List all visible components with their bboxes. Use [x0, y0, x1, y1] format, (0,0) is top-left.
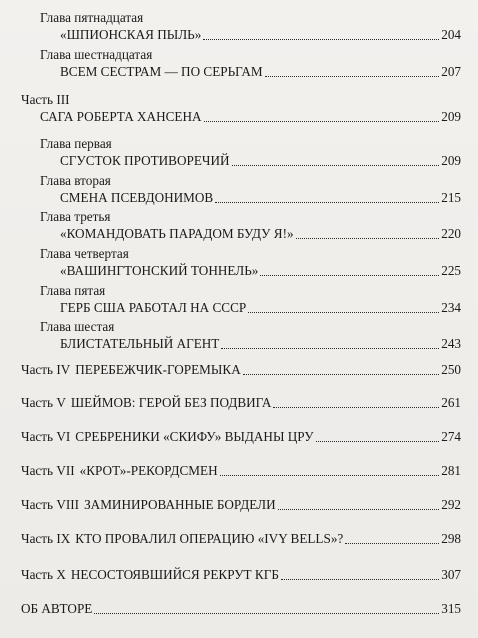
part-heading: Часть III: [21, 92, 70, 107]
chapter-heading: Глава шестая: [40, 319, 115, 334]
toc-title: СМЕНА ПСЕВДОНИМОВ: [60, 190, 214, 205]
toc-part-entry[interactable]: [0, 393, 478, 413]
dot-leader: [215, 202, 439, 203]
dot-leader: [204, 121, 440, 122]
page-number: 292: [441, 497, 461, 512]
page-number: 243: [441, 336, 461, 351]
toc-title: СГУСТОК ПРОТИВОРЕЧИЙ: [60, 153, 230, 168]
chapter-heading: Глава четвертая: [40, 246, 129, 261]
toc-title: «ВАШИНГТОНСКИЙ ТОННЕЛЬ»: [60, 263, 259, 278]
toc-part-entry[interactable]: [0, 529, 478, 549]
toc-entry[interactable]: [0, 188, 478, 208]
dot-leader: [248, 312, 439, 313]
page-number: 307: [441, 567, 461, 582]
dot-leader: [273, 407, 439, 408]
toc-entry[interactable]: [0, 151, 478, 171]
toc-title: СРЕБРЕНИКИ «СКИФУ» ВЫДАНЫ ЦРУ: [75, 429, 314, 444]
toc-title: ЗАМИНИРОВАННЫЕ БОРДЕЛИ: [84, 497, 276, 512]
page-number: 315: [441, 601, 461, 616]
chapter-heading: Глава шестнадцатая: [40, 47, 153, 62]
dot-leader: [243, 374, 439, 375]
part-number: Часть IV: [21, 362, 71, 377]
toc-title: «ШПИОНСКАЯ ПЫЛЬ»: [60, 27, 202, 42]
toc-part-entry[interactable]: [0, 427, 478, 447]
dot-leader: [260, 275, 439, 276]
toc-entry[interactable]: [0, 224, 478, 244]
toc-entry[interactable]: [0, 261, 478, 281]
toc-title: КТО ПРОВАЛИЛ ОПЕРАЦИЮ «IVY BELLS»?: [75, 531, 344, 546]
page-number: 209: [441, 109, 461, 124]
dot-leader: [296, 238, 440, 239]
page-number: 261: [441, 395, 461, 410]
page-number: 220: [441, 226, 461, 241]
page-number: 215: [441, 190, 461, 205]
part-number: Часть X: [21, 567, 66, 582]
toc-part-entry[interactable]: [0, 461, 478, 481]
page-number: 209: [441, 153, 461, 168]
page-number: 207: [441, 64, 461, 79]
part-number: Часть IX: [21, 531, 71, 546]
dot-leader: [94, 613, 439, 614]
page-number: 298: [441, 531, 461, 546]
toc-entry[interactable]: [0, 107, 478, 127]
dot-leader: [232, 165, 440, 166]
dot-leader: [345, 543, 439, 544]
toc-title: ШЕЙМОВ: ГЕРОЙ БЕЗ ПОДВИГА: [70, 395, 272, 410]
dot-leader: [316, 441, 440, 442]
toc-entry[interactable]: [0, 334, 478, 354]
toc-title: ГЕРБ США РАБОТАЛ НА СССР: [60, 300, 247, 315]
toc-title: ПЕРЕБЕЖЧИК-ГОРЕМЫКА: [75, 362, 241, 377]
toc-part-entry[interactable]: [0, 495, 478, 515]
chapter-heading: Глава вторая: [40, 173, 111, 188]
toc-title: САГА РОБЕРТА ХАНСЕНА: [40, 109, 202, 124]
page-number: 274: [441, 429, 461, 444]
toc-part-entry[interactable]: [0, 360, 478, 380]
part-number: Часть VIII: [21, 497, 80, 512]
chapter-heading: Глава пятая: [40, 283, 106, 298]
dot-leader: [203, 39, 439, 40]
page-number: 204: [441, 27, 461, 42]
chapter-heading: Глава пятнадцатая: [40, 10, 144, 25]
toc-entry[interactable]: [0, 25, 478, 45]
toc-entry[interactable]: [0, 298, 478, 318]
toc-title: НЕСОСТОЯВШИЙСЯ РЕКРУТ КГБ: [70, 567, 279, 582]
page-number: 281: [441, 463, 461, 478]
toc-part-entry[interactable]: [0, 565, 478, 585]
dot-leader: [265, 76, 440, 77]
toc-about-entry[interactable]: [0, 599, 478, 619]
dot-leader: [278, 509, 440, 510]
dot-leader: [220, 475, 440, 476]
toc-title: ОБ АВТОРЕ: [21, 601, 93, 616]
toc-title: ВСЕМ СЕСТРАМ — ПО СЕРЬГАМ: [60, 64, 263, 79]
toc-title: «КРОТ»-РЕКОРДСМЕН: [79, 463, 218, 478]
part-number: Часть VII: [21, 463, 75, 478]
toc-title: БЛИСТАТЕЛЬНЫЙ АГЕНТ: [60, 336, 220, 351]
page-number: 225: [441, 263, 461, 278]
part-number: Часть V: [21, 395, 66, 410]
dot-leader: [221, 348, 439, 349]
dot-leader: [281, 579, 439, 580]
page-number: 250: [441, 362, 461, 377]
chapter-heading: Глава третья: [40, 209, 111, 224]
page-number: 234: [441, 300, 461, 315]
chapter-heading: Глава первая: [40, 136, 112, 151]
toc-entry[interactable]: [0, 62, 478, 82]
toc-title: «КОМАНДОВАТЬ ПАРАДОМ БУДУ Я!»: [60, 226, 294, 241]
part-number: Часть VI: [21, 429, 71, 444]
